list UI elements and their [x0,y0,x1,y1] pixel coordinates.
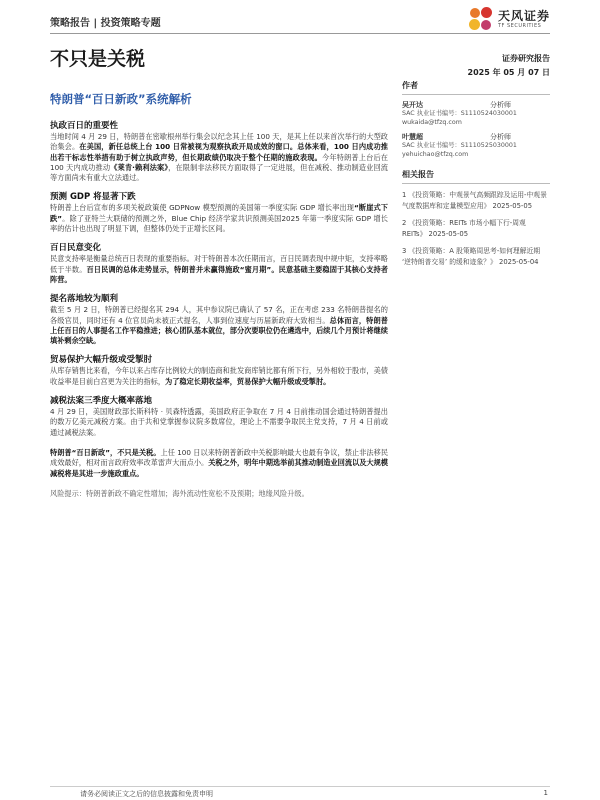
section-paragraph [50,203,388,234]
emphasis-text: 百日民调的总体走势显示，特朗普并未赢得施政“蜜月期”。民意基础主要稳固于其核心支持者阵营。 [50,264,388,284]
risk-notice: 风险提示：特朗普新政不确定性增加；海外流动性宽松不及预期；地缘风险升级。 [50,488,309,498]
author-cert: SAC 执业证书编号：S1110524030001 [402,110,517,117]
section-paragraph [50,407,388,438]
logo-mark-icon [468,6,494,32]
body-text: 特朗普上台后宣布的多项关税政策使 GDPNow 模型预测的美国第一季度实际 GDP 增长率出现 [50,203,355,213]
author-role: 分析师 [490,101,511,109]
section-heading: 预测 GDP 将显著下跌 [50,192,136,203]
related-report-link[interactable]: 1 《投资策略：中观景气高频跟踪及运用-中观景气度数据库和定量模型应用》 2025-05-05 [402,191,547,210]
body-text: 民意支持率是衡量总统百日表现的重要指标。对于特朗普本次任期而言，百日民调表现中规中矩，支持率略低于半数。 [50,254,388,274]
section-heading: 百日民意变化 [50,243,102,254]
related-heading: 相关报告 [402,169,550,184]
report-category: 策略报告 | 投资策略专题 [50,18,161,29]
emphasis-text: “断崖式下跌” [50,203,388,223]
author-name: 吴开达 [402,101,423,109]
section-paragraph [50,132,388,183]
related-report-link[interactable]: 2 《投资策略：REITs 市场小幅下行-周观 REITs》 2025-05-05 [402,219,526,238]
report-date: 2025 年 05 月 07 日 [467,68,550,77]
body-text: 当地时间 4 月 29 日，特朗普在密歇根州举行集会以纪念其上任 100 天，是其上任以来首次举行的大型政治集会。 [50,132,388,152]
report-title: 不只是关税 [50,48,146,70]
body-text: 4 月 29 日，美国财政部长斯科特 · 贝森特透露，美国政府正争取在 7 月 4 日前推动国会通过特朗普提出的数万亿美元减税方案。由于共和党掌握参议院多数席位，理论上不需要争取民主党支持，7 月 4 日前或通过减税法案。 [50,407,388,437]
author-name: 叶慧超 [402,133,423,141]
footer-divider [50,786,550,787]
related-report-link[interactable]: 3 《投资策略：A 股策略周思考-如何理解近期 ‘逆特朗普交易’ 的缓和迹象？》 2025-05-04 [402,247,541,266]
emphasis-text: 在美国，新任总统上台 100 日常被视为观察执政开局成效的窗口。总体来看，100 日内成功推出若干标志性举措有助于树立执政声势，但长期政绩仍取决于整个任期的施政表现。 [50,142,388,162]
body-text: 上任 100 日以来特朗普新政中关税影响最大也最有争议，禁止非法移民成效最好，相对而言政府效率改革雷声大而点小。 [50,447,389,468]
author-entry [402,101,550,127]
header-divider [50,33,550,34]
section-heading: 执政百日的重要性 [50,121,119,131]
body-text: 从库存销售比来看，今年以来占库存比例较大的制造商和批发商库销比都有所下行，另外相较于股市，美债收益率是目前白宫更为关注的指标， [50,366,388,386]
emphasis-text: 特朗普“百日新政”，不只是关税。 [50,447,161,457]
logo-name: 天风证券 [497,8,550,23]
emphasis-text: 关税之外，明年中期选举前其推动制造业回流以及大规模减税将是其进一步施政重点。 [50,458,388,478]
section-paragraph [50,366,388,387]
author-email[interactable]: wukaida@tfzq.com [402,118,462,126]
author-entry [402,133,550,159]
author-role: 分析师 [490,133,511,141]
related-list [402,190,550,268]
conclusion-paragraph [50,448,388,479]
section-heading: 提名落地较为顺利 [50,294,119,305]
company-logo [468,6,550,32]
author-email[interactable]: yehuichao@tfzq.com [402,150,469,158]
page-header [50,10,550,32]
body-text: 。除了亚特兰大联储的预测之外，Blue Chip 经济学家共识预测美国2025 年第一季度实际 GDP 增长率的估计也出现了明显下调，但整体仍处于正增长区间。 [50,213,388,234]
body-text: 今年特朗普上台后在 100 天内成功推动 [50,152,388,172]
section-paragraph [50,254,388,285]
authors-heading: 作者 [402,80,550,95]
logo-name-en: TF SECURITIES [497,22,542,29]
emphasis-text: 总体而言，特朗普上任百日的人事提名工作平稳推进；核心团队基本就位，部分次要职位仍在遴选中，后续几个月预计将继续填补剩余空缺。 [50,315,388,346]
author-cert: SAC 执业证书编号：S1110525030001 [402,142,517,149]
report-subtitle: 特朗普“百日新政”系统解析 [50,92,192,106]
emphasis-text: 《莱肯·赖利法案》 [110,162,169,172]
main-content [50,120,388,499]
page-number: 1 [543,789,548,797]
section-paragraph [50,305,388,346]
body-text: ，在限制非法移民方面取得了一定进展，但在减税、推动制造业回流等方面尚未有重大立法通过。 [50,162,388,183]
body-text: 截至 5 月 2 日，特朗普已经提名其 294 人，其中参议院已确认了 57 名，正在考虑 233 名特朗普提名的各级官员，同时还有 4 位官员尚未被正式提名，人事到位速度与历届新政府大致相当。 [50,305,388,325]
sidebar [402,80,550,274]
authors-list [402,101,550,159]
report-meta [468,52,550,80]
report-type: 证券研究报告 [502,54,550,63]
section-heading: 减税法案三季度大概率落地 [50,396,153,407]
footer-notice: 请务必阅读正文之后的信息披露和免责申明 [80,790,213,798]
emphasis-text: 为了稳定长期收益率，贸易保护大幅升级或受掣肘。 [165,376,331,386]
section-heading: 贸易保护大幅升级或受掣肘 [50,355,153,366]
